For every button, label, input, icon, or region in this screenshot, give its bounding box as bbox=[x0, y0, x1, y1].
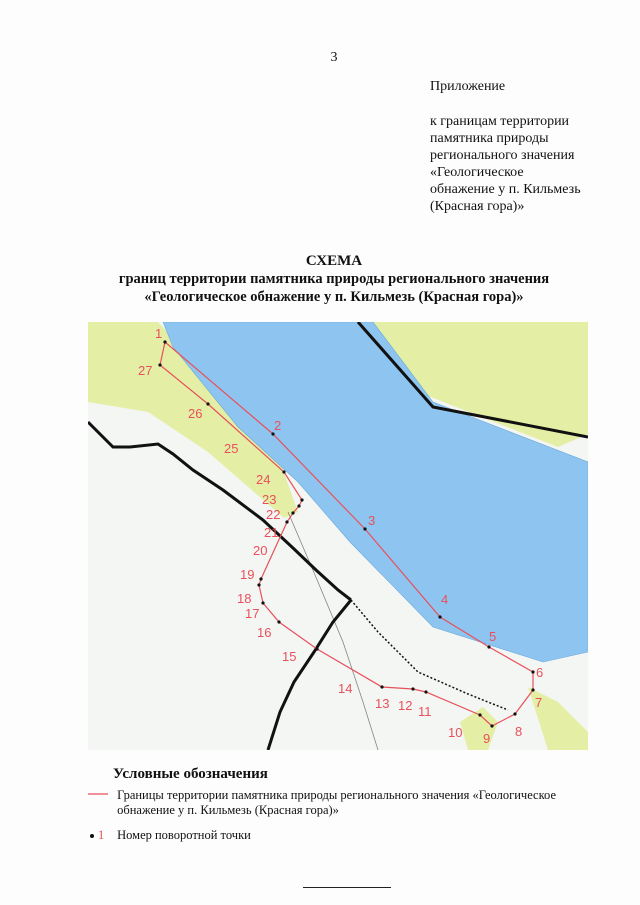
turning-point bbox=[282, 470, 285, 473]
turning-point bbox=[490, 724, 493, 727]
point-label: 27 bbox=[138, 363, 153, 378]
point-label: 15 bbox=[282, 649, 297, 664]
legend-point-text: Номер поворотной точки bbox=[117, 828, 251, 842]
turning-point bbox=[261, 601, 264, 604]
point-label: 14 bbox=[338, 681, 353, 696]
point-label: 13 bbox=[375, 696, 390, 711]
appendix-line: (Красная гора)» bbox=[430, 199, 525, 214]
turning-point bbox=[411, 687, 414, 690]
scheme-title: СХЕМА bbox=[305, 253, 363, 269]
legend-boundary-text: Границы территории памятника природы регионального значения «Геологическое обнажение у п. Кильмезь (Красная гора)» bbox=[117, 788, 556, 817]
footnote-divider bbox=[303, 887, 391, 888]
point-label: 23 bbox=[262, 492, 277, 507]
point-label: 17 bbox=[245, 606, 260, 621]
point-label: 18 bbox=[237, 591, 252, 606]
turning-point bbox=[478, 713, 481, 716]
turning-point bbox=[363, 527, 366, 530]
turning-point bbox=[271, 432, 274, 435]
point-label: 2 bbox=[274, 418, 282, 433]
point-label: 22 bbox=[266, 507, 281, 522]
point-label: 4 bbox=[441, 592, 449, 607]
point-label: 25 bbox=[224, 441, 239, 456]
turning-point bbox=[300, 498, 303, 501]
appendix-line: к границам территории bbox=[430, 114, 570, 129]
turning-point bbox=[297, 504, 300, 507]
appendix-line: обнажение у п. Кильмезь bbox=[430, 182, 581, 197]
turning-point bbox=[487, 645, 490, 648]
point-label: 10 bbox=[448, 725, 463, 740]
point-label: 16 bbox=[257, 625, 272, 640]
point-label: 12 bbox=[398, 698, 413, 713]
point-label: 8 bbox=[515, 724, 523, 739]
appendix-note bbox=[430, 78, 630, 215]
appendix-line: регионального значения bbox=[430, 148, 575, 163]
turning-point bbox=[315, 647, 318, 650]
legend-title: Условные обозначения bbox=[113, 766, 268, 782]
appendix-line: памятника природы bbox=[430, 131, 549, 146]
appendix-line: «Геологическое bbox=[430, 165, 524, 180]
turning-point bbox=[531, 688, 534, 691]
point-label: 19 bbox=[240, 567, 255, 582]
point-label: 1 bbox=[155, 326, 163, 341]
scheme-subtitle-line: «Геологическое обнажение у п. Кильмезь (Красная гора)» bbox=[144, 289, 524, 305]
scheme-subtitle-line: границ территории памятника природы регионального значения bbox=[118, 271, 550, 287]
turning-point bbox=[163, 340, 166, 343]
point-label: 26 bbox=[188, 406, 203, 421]
boundary-symbol bbox=[88, 788, 114, 803]
point-label: 21 bbox=[264, 525, 279, 540]
turning-point bbox=[285, 520, 288, 523]
point-label: 3 bbox=[368, 513, 376, 528]
turning-point bbox=[257, 583, 260, 586]
turning-point bbox=[380, 685, 383, 688]
turning-point bbox=[277, 620, 280, 623]
point-label: 11 bbox=[418, 704, 432, 719]
point-label: 9 bbox=[483, 731, 491, 746]
point-label: 5 bbox=[489, 629, 497, 644]
point-label: 20 bbox=[253, 543, 268, 558]
turning-point bbox=[259, 577, 262, 580]
turning-point bbox=[513, 712, 516, 715]
point-symbol bbox=[88, 828, 114, 843]
boundary-map bbox=[88, 322, 588, 750]
turning-point bbox=[531, 670, 534, 673]
turning-point bbox=[206, 402, 209, 405]
legend-row-point bbox=[88, 828, 587, 843]
turning-point bbox=[424, 690, 427, 693]
point-label: 7 bbox=[535, 695, 543, 710]
scheme-title-block bbox=[0, 252, 640, 306]
point-label: 24 bbox=[256, 472, 271, 487]
page-number: 3 bbox=[330, 50, 338, 65]
appendix-title: Приложение bbox=[430, 79, 506, 94]
point-label: 6 bbox=[536, 665, 544, 680]
legend-row-boundary bbox=[88, 788, 587, 818]
turning-point bbox=[438, 615, 441, 618]
turning-point bbox=[158, 363, 161, 366]
point-symbol-number: 1 bbox=[98, 828, 105, 842]
turning-point bbox=[291, 511, 294, 514]
